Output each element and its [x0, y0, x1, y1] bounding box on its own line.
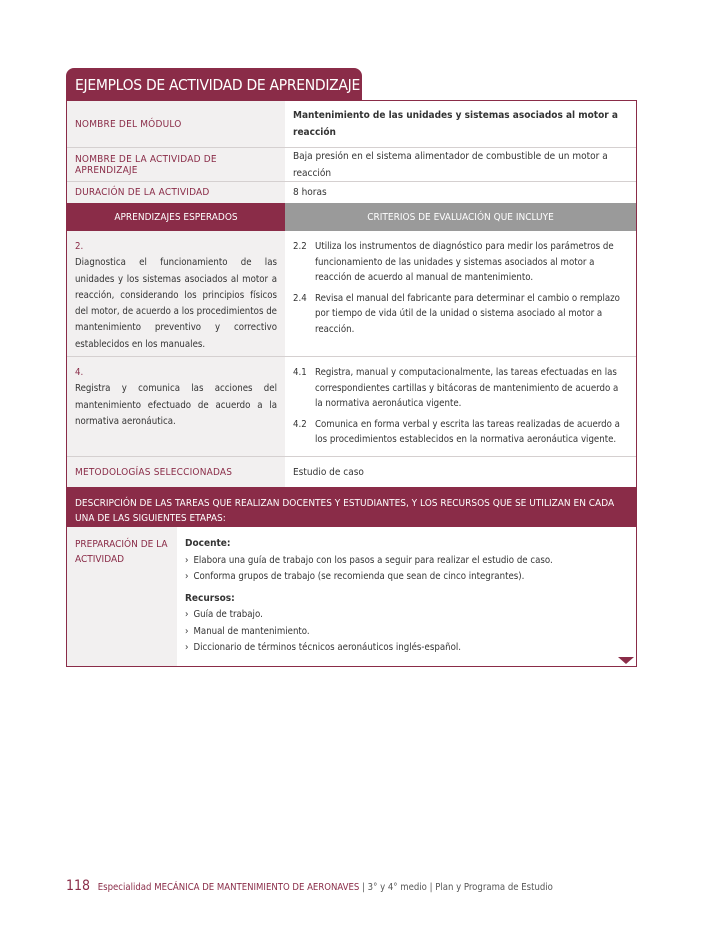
module-row — [67, 101, 636, 148]
separator: | — [429, 882, 433, 893]
list-item: › Diccionario de términos técnicos aeronáuticos inglés-español. — [185, 640, 628, 657]
description-header: DESCRIPCIÓN DE LAS TAREAS QUE REALIZAN DOCENTES Y ESTUDIANTES, Y LOS RECURSOS QUE SE UTILIZAN EN CADA UNA DE LAS SIGUIENTES ETAPAS: — [67, 487, 636, 527]
learning-text: Registra y comunica las acciones del mantenimiento efectuado de acuerdo a la normativa aeronáutica. — [75, 383, 277, 427]
page-footer — [66, 878, 553, 894]
methodologies-value: Estudio de caso — [293, 466, 364, 478]
activity-label: NOMBRE DE LA ACTIVIDAD DE APRENDIZAJE — [67, 148, 285, 181]
criterion-number: 4.2 — [293, 418, 307, 430]
criteria-header: CRITERIOS DE EVALUACIÓN QUE INCLUYE — [285, 203, 636, 231]
module-label: NOMBRE DEL MÓDULO — [67, 101, 285, 147]
module-value: Mantenimiento de las unidades y sistemas asociados al motor a reacción — [293, 110, 618, 138]
preparation-row — [67, 527, 636, 666]
criterion-text: Utiliza los instrumentos de diagnóstico para medir los parámetros de funcionamiento de las unidades y sistemas asociados al motor a reacción de acuerdo al manual de mantenimiento. — [315, 241, 614, 283]
learning-number: 4. — [75, 367, 84, 378]
docente-title: Docente: — [185, 538, 231, 549]
column-headers — [67, 203, 636, 231]
criterion — [293, 417, 628, 448]
list-item: › Conforma grupos de trabajo (se recomienda que sean de cinco integrantes). — [185, 569, 628, 586]
continue-arrow-icon — [618, 657, 634, 664]
learning-text: Diagnostica el funcionamiento de las unidades y los sistemas asociados al motor a reacción, considerando los principios físicos del motor, de acuerdo a los procedimientos de mantenimiento preventivo y correctivo establecidos en los manuales. — [75, 257, 277, 350]
criterion-text: Revisa el manual del fabricante para determinar el cambio o remplazo por tiempo de vida útil de la unidad o sistema asociado al motor a reacción. — [315, 292, 620, 335]
criterion-number: 4.1 — [293, 367, 307, 378]
section-title: EJEMPLOS DE ACTIVIDAD DE APRENDIZAJE — [66, 68, 362, 100]
methodologies-label: METODOLOGÍAS SELECCIONADAS — [67, 457, 285, 487]
specialty-prefix: Especialidad — [97, 882, 152, 893]
plan-name: Plan y Programa de Estudio — [435, 882, 553, 893]
criterion — [293, 291, 628, 338]
criterion-text: Registra, manual y computacionalmente, las tareas efectuadas en las correspondientes cartillas y bitácoras de mantenimiento de acuerdo a la normativa aeronáutica vigente. — [315, 367, 619, 409]
duration-label: DURACIÓN DE LA ACTIVIDAD — [67, 182, 285, 203]
methodologies-row — [67, 457, 636, 487]
activity-row — [67, 148, 636, 182]
list-item: › Elabora una guía de trabajo con los pasos a seguir para realizar el estudio de caso. — [185, 553, 628, 570]
list-item: › Guía de trabajo. — [185, 607, 628, 624]
activity-table — [66, 100, 637, 667]
page-number: 118 — [66, 878, 91, 894]
preparation-label: PREPARACIÓN DE LA ACTIVIDAD — [67, 527, 177, 666]
criterion — [293, 239, 628, 286]
criterion — [293, 365, 628, 412]
criterion-text: Comunica en forma verbal y escrita las tareas realizadas de acuerdo a los procedimientos establecidos en la normativa aeronáutica vigente. — [315, 418, 620, 445]
separator: | — [362, 882, 365, 893]
duration-value: 8 horas — [293, 187, 327, 198]
learning-row — [67, 231, 636, 357]
duration-row — [67, 182, 636, 203]
activity-value: Baja presión en el sistema alimentador de combustible de un motor a reacción — [293, 150, 608, 179]
specialty-name: MECÁNICA DE MANTENIMIENTO DE AERONAVES — [154, 882, 360, 893]
list-item: › Manual de mantenimiento. — [185, 624, 628, 641]
criterion-number: 2.4 — [293, 292, 307, 304]
learning-row — [67, 357, 636, 457]
level: 3° y 4° medio — [367, 882, 427, 893]
expected-header: APRENDIZAJES ESPERADOS — [67, 203, 285, 231]
criterion-number: 2.2 — [293, 241, 307, 252]
recursos-title: Recursos: — [185, 592, 235, 604]
learning-number: 2. — [75, 241, 84, 252]
